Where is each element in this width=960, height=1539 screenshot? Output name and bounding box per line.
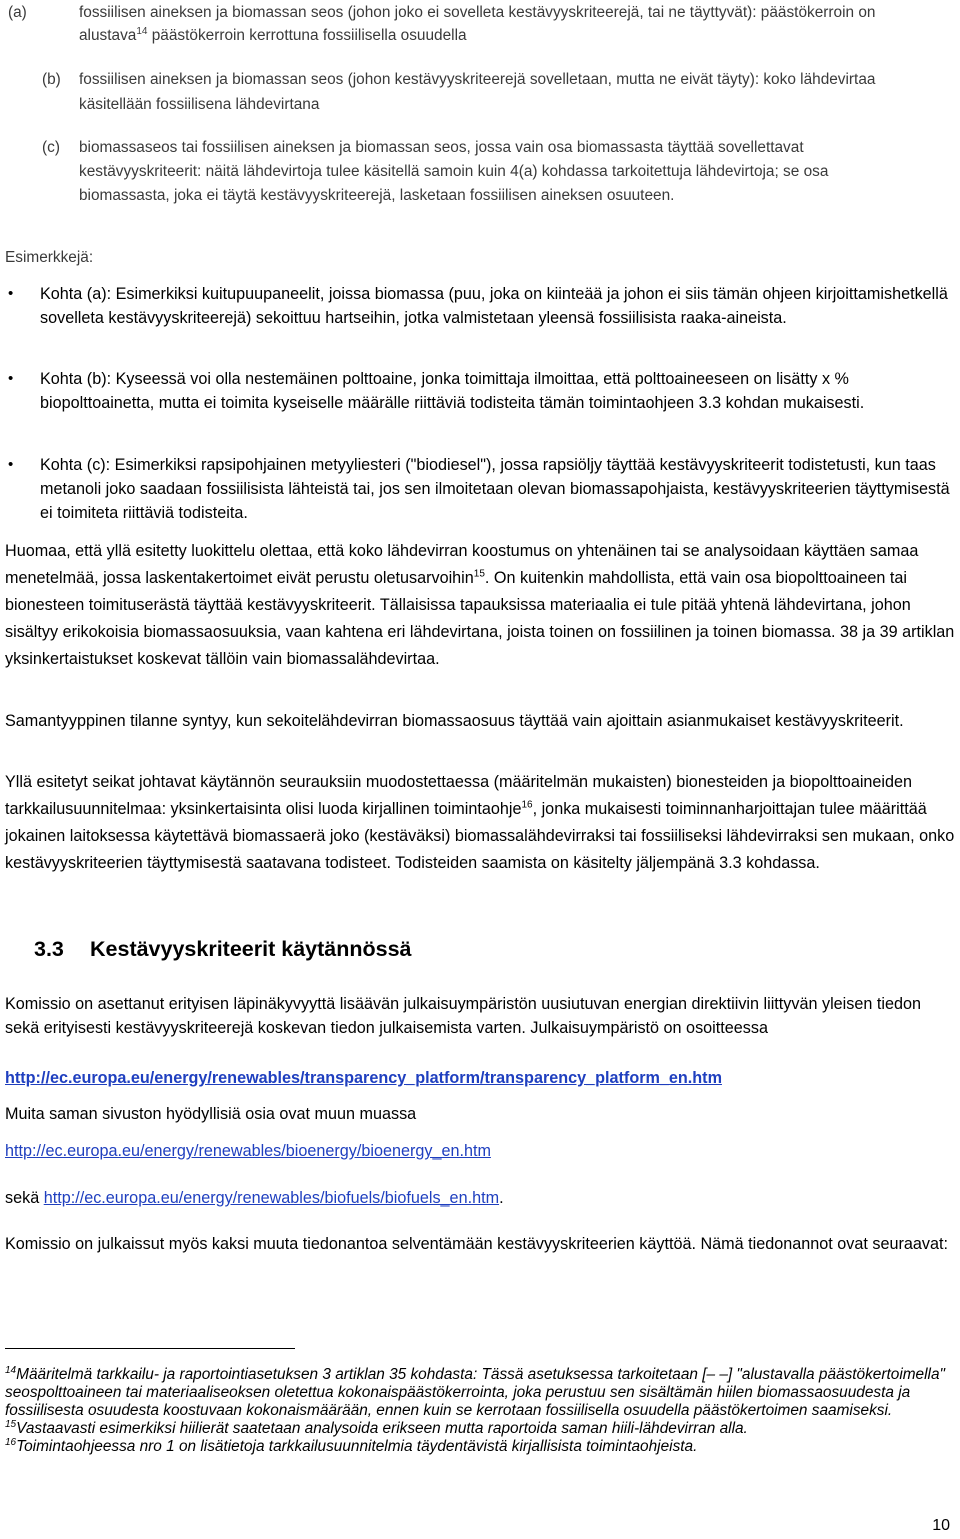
- paragraph-classification: [5, 538, 955, 673]
- list-item-a: [8, 1, 948, 47]
- footnote-ref-15: 15: [473, 568, 485, 580]
- footnote-divider: [5, 1348, 295, 1349]
- footnote-text: Toimintaohjeessa nro 1 on lisätietoja tarkkailusuunnitelmia täydentävistä kirjallisista toimintaohjeista.: [16, 1438, 698, 1455]
- bullet-icon: •: [8, 456, 14, 473]
- footnote-ref-16: 16: [521, 799, 533, 811]
- bullet-item: [8, 453, 956, 525]
- section-title: Kestävyyskriteerit käytännössä: [90, 937, 412, 961]
- footnote-15: [5, 1420, 955, 1438]
- paragraph-communications: Komissio on julkaissut myös kaksi muuta tiedonantoa selventämään kestävyyskriteerien käyttöä. Nämä tiedonannot ovat seuraavat:: [5, 1235, 948, 1253]
- bullet-text: Kohta (c): Esimerkiksi rapsipohjainen metyyliesteri ("biodiesel"), jossa rapsiöljy täyttää kestävyyskriteerit todistetusti, kun taas metanoli joko saadaan fossiilisista lähteistä tai, jos sen ilmoitetaan olevan biomassapohjaista, kestävyyskriteerien täyttymisestä ei toimiteta riittäviä todisteita.: [40, 456, 950, 522]
- list-label-b: (b): [42, 71, 61, 88]
- list-text-a-cont: päästökerroin kerrottuna fossiilisella osuudella: [147, 27, 467, 44]
- link-transparency-platform[interactable]: http://ec.europa.eu/energy/renewables/transparency_platform/transparency_platform_en.htm: [5, 1069, 722, 1087]
- paragraph-text: , jonka mukaisesti toiminnanharjoittajan tulee määrittää jokainen laitoksessa käytettävä biomassaerä joko (kestäväksi) biomassalähdevirraksi tai fossiiliseksi lähdevirraksi sen mukaan, onko kestävyyskriteerien täyttymisestä saatavana todisteet. Todisteiden saamista on käsitelty jäljempänä 3.3 kohdassa.: [5, 800, 955, 872]
- footnote-14: [5, 1366, 955, 1420]
- bullet-icon: •: [8, 370, 14, 387]
- bullet-item: [8, 282, 956, 330]
- bullet-text: Kohta (b): Kyseessä voi olla nestemäinen polttoaine, jonka toimittaja ilmoittaa, että polttoaineeseen on lisätty x % biopolttoainetta, mutta ei toimita kyseiselle määrälle riittäviä todisteita tämän toimintaohjeen 3.3 kohdan mukaisesti.: [40, 370, 865, 412]
- list-item-b: [42, 67, 942, 117]
- paragraph-transparency-platform: Komissio on asettanut erityisen läpinäkyvyyttä lisäävän julkaisuympäristön uusiutuvan energian direktiivin liittyvän yleisen tiedon sekä erityisesti kestävyyskriteerejä koskevan tiedon julkaisemista varten. Julkaisuympäristö on osoitteessa: [5, 995, 921, 1037]
- paragraph-monitoring-plan: [5, 769, 955, 877]
- list-label-a: (a): [8, 4, 27, 21]
- footnote-number: 14: [5, 1364, 17, 1376]
- section-heading: [34, 937, 412, 961]
- seka-text: sekä: [5, 1189, 44, 1207]
- footnote-ref-14: 14: [136, 25, 148, 37]
- examples-label: Esimerkkejä:: [5, 249, 94, 266]
- list-label-c: (c): [42, 139, 60, 156]
- link-biofuels[interactable]: http://ec.europa.eu/energy/renewables/biofuels/biofuels_en.htm: [43, 1189, 500, 1207]
- biofuels-line: [5, 1186, 504, 1210]
- footnote-16: [5, 1438, 955, 1456]
- footnote-text: Vastaavasti esimerkiksi hiilierät saatetaan analysoida erikseen mutta raportoida saman hiili-lähdevirran alla.: [16, 1420, 748, 1437]
- footnote-number: 16: [5, 1436, 17, 1448]
- paragraph-text: . On kuitenkin mahdollista, että vain osa biopolttoaineen tai bionesteen toimituserästä täyttää kestävyyskriteerit. Tällaisissa tapauksissa materiaalia ei tule pitää yhtenä lähdevirtana, johon sisältyy erikokoisia biomassaosuuksia, vaan kahtena eri lähdevirtana, joista toinen on fossiilinen ja toinen biomassa. 38 ja 39 artiklan yksinkertaistukset koskevat tällöin vain biomassalähdevirtaa.: [5, 569, 955, 668]
- paragraph-text: Huomaa, että yllä esitetty luokittelu olettaa, että koko lähdevirran koostumus on yhtenäinen tai se analysoidaan käyttäen samaa menetelmää, jossa laskentakertoimet eivät perustu oletusarvoihin: [5, 542, 919, 587]
- paragraph-mixed-stream: Samantyyppinen tilanne syntyy, kun sekoitelähdevirran biomassaosuus täyttää vain ajoittain asianmukaiset kestävyyskriteerit.: [5, 712, 904, 730]
- list-text-b: fossiilisen aineksen ja biomassan seos (johon kestävyyskriteerejä sovelletaan, mutta ne eivät täyty): koko lähdevirtaa käsitellään fossiilisena lähdevirtana: [79, 71, 876, 113]
- link-transparency-platform-wrap: [5, 1066, 722, 1090]
- link-bioenergy[interactable]: http://ec.europa.eu/energy/renewables/bioenergy/bioenergy_en.htm: [5, 1142, 491, 1160]
- period-text: .: [499, 1189, 504, 1207]
- bullet-item: [8, 367, 956, 415]
- footnote-number: 15: [5, 1418, 17, 1430]
- paragraph-useful-parts: Muita saman sivuston hyödyllisiä osia ovat muun muassa: [5, 1105, 417, 1123]
- bullet-text: Kohta (a): Esimerkiksi kuitupuupaneelit, joissa biomassa (puu, joka on kiinteää ja johon ei siis tämän ohjeen kirjoittamishetkellä sovelleta kestävyyskriteerejä) sekoittuu hartseihin, jotka valmistetaan yleensä fossiilisista raaka-aineista.: [40, 285, 948, 327]
- paragraph-text: Yllä esitetyt seikat johtavat käytännön seurauksiin muodostettaessa (määritelmän mukaisten) bionesteiden ja biopolttoaineiden tarkkailusuunnitelmaa: yksinkertaisinta olisi luoda kirjallinen toimintaohje: [5, 773, 913, 818]
- section-number: 3.3: [34, 937, 64, 961]
- list-text-a: fossiilisen aineksen ja biomassan seos (johon joko ei sovelleta kestävyyskriteerejä, tai ne täyttyvät): päästökerroin on alustava: [79, 4, 876, 44]
- bullet-icon: •: [8, 285, 14, 302]
- page-number: 10: [932, 1517, 950, 1534]
- footnotes: [5, 1366, 955, 1456]
- list-text-c: biomassaseos tai fossiilisen aineksen ja biomassan seos, jossa vain osa biomassasta täyttää sovellettavat kestävyyskriteerit: näitä lähdevirtoja tulee käsitellä samoin kuin 4(a) kohdassa tarkoitettuja lähdevirtoja; se osa biomassasta, joka ei täytä kestävyyskriteerejä, lasketaan fossiilisen aineksen osuuteen.: [79, 139, 829, 204]
- footnote-text: Määritelmä tarkkailu- ja raportointiasetuksen 3 artiklan 35 kohdasta: Tässä asetuksessa tarkoitetaan [– –] "alustavalla päästökertoimella" seospolttoaineen tai materiaaliseoksen oletettua kokonaispäästökerrointa, joka perustuu sen sisältämän hiilen biomassaosuudesta ja fossiilisesta osuudesta koostuvaan kokonaismäärään, ennen kuin se kerrotaan fossiilisella osuudella päästökertoimen saamiseksi.: [5, 1366, 945, 1419]
- list-item-c: [42, 136, 912, 208]
- link-bioenergy-wrap: [5, 1139, 491, 1163]
